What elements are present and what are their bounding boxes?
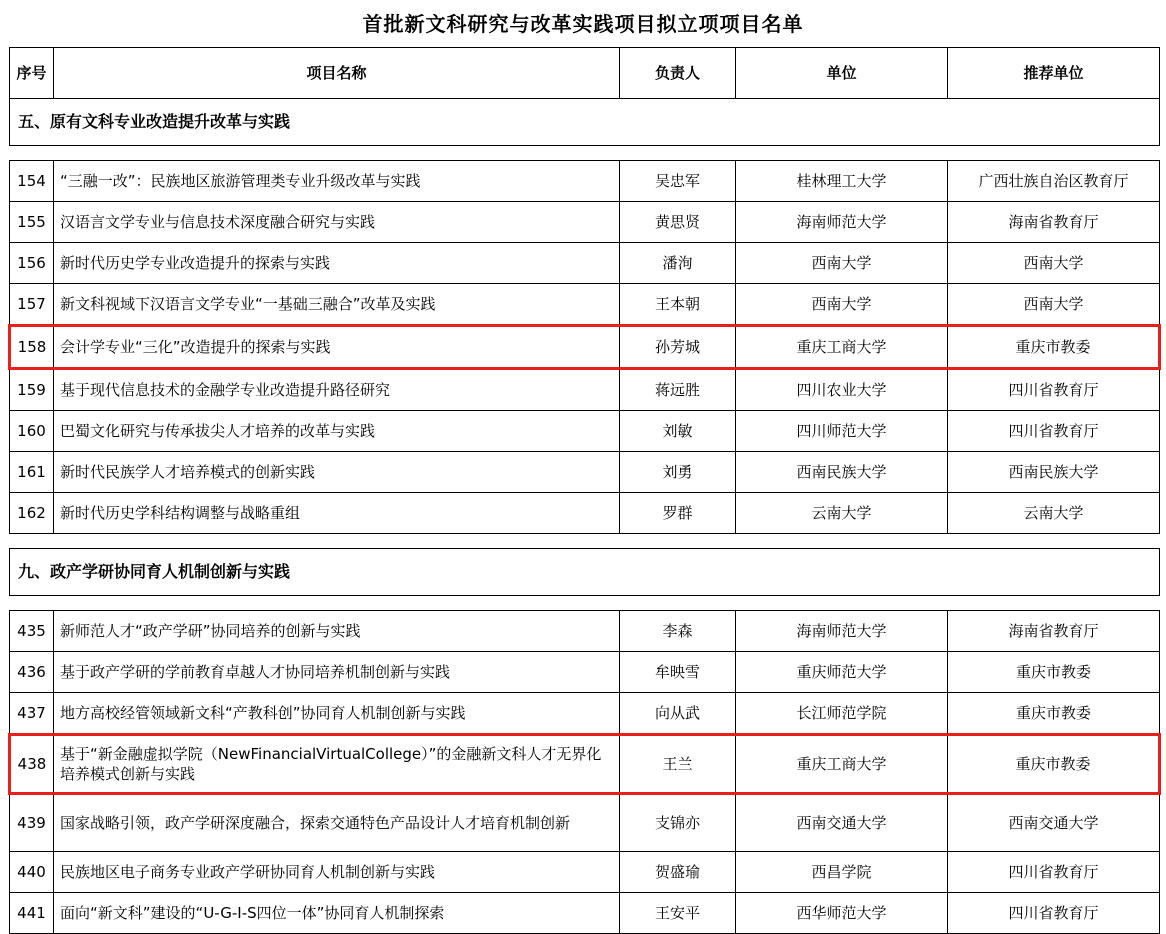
page-title: 首批新文科研究与改革实践项目拟立项项目名单: [362, 12, 804, 36]
column-header-unit: 单位: [736, 48, 948, 99]
table-row: [10, 369, 1160, 411]
cell-project-name: 基于“新金融虚拟学院（NewFinancialVirtualCollege）”的金融新文科人才无界化培养模式创新与实践: [54, 735, 620, 794]
cell-project-name: 面向“新文科”建设的“U-G-I-S四位一体”协同育人机制探索: [54, 893, 620, 934]
table-header: [10, 48, 1160, 99]
cell-no: 154: [10, 161, 54, 202]
cell-project-name: 新时代民族学人才培养模式的创新实践: [54, 452, 620, 493]
cell-unit: 四川师范大学: [736, 411, 948, 452]
cell-recommender: 海南省教育厅: [948, 202, 1160, 243]
table-row: [10, 611, 1160, 652]
cell-project-name: 新时代历史学科结构调整与战略重组: [54, 493, 620, 534]
cell-unit: 长江师范学院: [736, 693, 948, 735]
column-header-recommender: 推荐单位: [948, 48, 1160, 99]
cell-unit: 西南大学: [736, 284, 948, 326]
section-heading-row: [10, 549, 1160, 596]
cell-recommender: 西南大学: [948, 284, 1160, 326]
cell-project-name: 新师范人才“政产学研”协同培养的创新与实践: [54, 611, 620, 652]
cell-unit: 西华师范大学: [736, 893, 948, 934]
cell-recommender: 四川省教育厅: [948, 893, 1160, 934]
cell-recommender: 重庆市教委: [948, 652, 1160, 693]
cell-leader: 王兰: [620, 735, 736, 794]
cell-leader: 吴忠军: [620, 161, 736, 202]
cell-no: 435: [10, 611, 54, 652]
cell-no: 161: [10, 452, 54, 493]
cell-no: 160: [10, 411, 54, 452]
table-row: [10, 693, 1160, 735]
cell-leader: 王安平: [620, 893, 736, 934]
cell-project-name: 基于政产学研的学前教育卓越人才协同培养机制创新与实践: [54, 652, 620, 693]
cell-no: 436: [10, 652, 54, 693]
cell-leader: 向从武: [620, 693, 736, 735]
cell-recommender: 重庆市教委: [948, 693, 1160, 735]
table-row: [10, 284, 1160, 326]
table-row: [10, 652, 1160, 693]
cell-recommender: 云南大学: [948, 493, 1160, 534]
cell-recommender: 广西壮族自治区教育厅: [948, 161, 1160, 202]
cell-project-name: 新时代历史学专业改造提升的探索与实践: [54, 243, 620, 284]
cell-recommender: 重庆市教委: [948, 326, 1160, 369]
table-row: [10, 452, 1160, 493]
cell-unit: 西南民族大学: [736, 452, 948, 493]
cell-no: 438: [10, 735, 54, 794]
table-body: [10, 99, 1160, 934]
table-row: [10, 852, 1160, 893]
cell-recommender: 四川省教育厅: [948, 369, 1160, 411]
cell-unit: 云南大学: [736, 493, 948, 534]
cell-leader: 李森: [620, 611, 736, 652]
cell-leader: 王本朝: [620, 284, 736, 326]
table-row: [10, 202, 1160, 243]
table-row: [10, 243, 1160, 284]
cell-leader: 蒋远胜: [620, 369, 736, 411]
cell-no: 439: [10, 794, 54, 852]
cell-leader: 刘勇: [620, 452, 736, 493]
section-spacer: [10, 596, 1160, 611]
cell-no: 156: [10, 243, 54, 284]
cell-recommender: 四川省教育厅: [948, 411, 1160, 452]
cell-leader: 支锦亦: [620, 794, 736, 852]
section-spacer: [10, 146, 1160, 161]
table-row: [10, 493, 1160, 534]
cell-recommender: 西南民族大学: [948, 452, 1160, 493]
cell-leader: 牟映雪: [620, 652, 736, 693]
table-row: [10, 893, 1160, 934]
cell-unit: 海南师范大学: [736, 202, 948, 243]
cell-no: 437: [10, 693, 54, 735]
column-header-no: 序号: [10, 48, 54, 99]
cell-no: 441: [10, 893, 54, 934]
cell-no: 162: [10, 493, 54, 534]
cell-unit: 西南大学: [736, 243, 948, 284]
section-heading-row: [10, 99, 1160, 146]
cell-leader: 刘敏: [620, 411, 736, 452]
cell-unit: 重庆师范大学: [736, 652, 948, 693]
cell-no: 440: [10, 852, 54, 893]
cell-project-name: 会计学专业“三化”改造提升的探索与实践: [54, 326, 620, 369]
cell-leader: 罗群: [620, 493, 736, 534]
cell-project-name: 汉语言文学专业与信息技术深度融合研究与实践: [54, 202, 620, 243]
cell-recommender: 西南大学: [948, 243, 1160, 284]
cell-unit: 重庆工商大学: [736, 735, 948, 794]
cell-unit: 四川农业大学: [736, 369, 948, 411]
section-spacer: [10, 534, 1160, 549]
cell-leader: 孙芳城: [620, 326, 736, 369]
cell-recommender: 海南省教育厅: [948, 611, 1160, 652]
cell-unit: 西昌学院: [736, 852, 948, 893]
cell-unit: 重庆工商大学: [736, 326, 948, 369]
cell-no: 155: [10, 202, 54, 243]
cell-recommender: 西南交通大学: [948, 794, 1160, 852]
section-heading-label: 五、原有文科专业改造提升改革与实践: [10, 99, 1160, 146]
table-row-highlighted: [10, 326, 1160, 369]
cell-no: 157: [10, 284, 54, 326]
cell-no: 159: [10, 369, 54, 411]
cell-unit: 桂林理工大学: [736, 161, 948, 202]
table-row: [10, 411, 1160, 452]
cell-project-name: 新文科视域下汉语言文学专业“一基础三融合”改革及实践: [54, 284, 620, 326]
cell-no: 158: [10, 326, 54, 369]
cell-leader: 黄思贤: [620, 202, 736, 243]
column-header-project-name: 项目名称: [54, 48, 620, 99]
cell-recommender: 重庆市教委: [948, 735, 1160, 794]
cell-recommender: 四川省教育厅: [948, 852, 1160, 893]
cell-project-name: 民族地区电子商务专业政产学研协同育人机制创新与实践: [54, 852, 620, 893]
cell-leader: 贺盛瑜: [620, 852, 736, 893]
cell-project-name: 巴蜀文化研究与传承拔尖人才培养的改革与实践: [54, 411, 620, 452]
section-heading-label: 九、政产学研协同育人机制创新与实践: [10, 549, 1160, 596]
column-header-leader: 负责人: [620, 48, 736, 99]
cell-project-name: 基于现代信息技术的金融学专业改造提升路径研究: [54, 369, 620, 411]
table-row: [10, 794, 1160, 852]
table-header-row: [10, 48, 1160, 99]
table-row: [10, 161, 1160, 202]
table-row-highlighted: [10, 735, 1160, 794]
project-list-table: [8, 47, 1161, 934]
cell-unit: 西南交通大学: [736, 794, 948, 852]
cell-project-name: “三融一改”：民族地区旅游管理类专业升级改革与实践: [54, 161, 620, 202]
cell-project-name: 地方高校经管领域新文科“产教科创”协同育人机制创新与实践: [54, 693, 620, 735]
cell-leader: 潘洵: [620, 243, 736, 284]
cell-unit: 海南师范大学: [736, 611, 948, 652]
cell-project-name: 国家战略引领，政产学研深度融合，探索交通特色产品设计人才培育机制创新: [54, 794, 620, 852]
